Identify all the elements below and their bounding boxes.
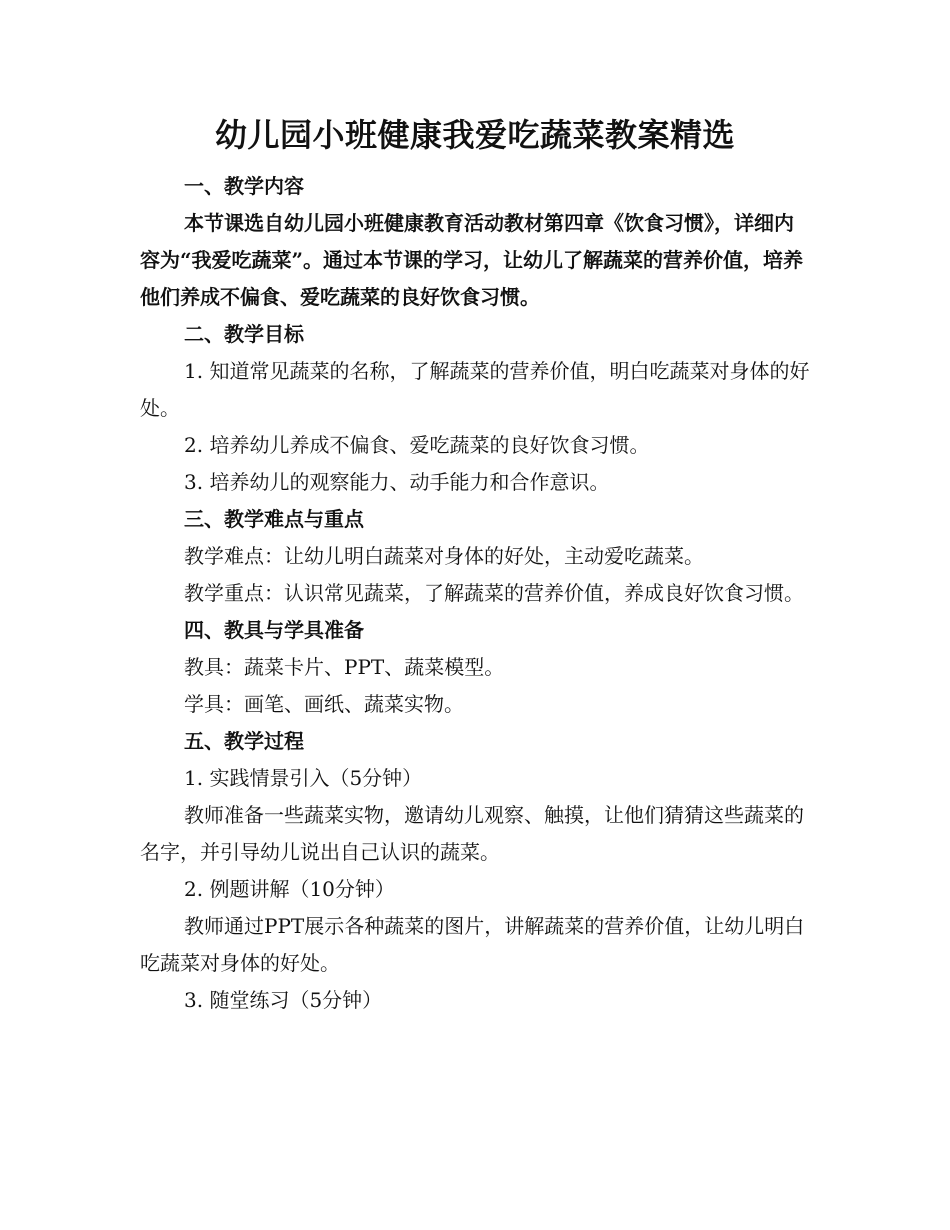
- process-step-2-text: 教师通过PPT展示各种蔬菜的图片，讲解蔬菜的营养价值，让幼儿明白吃蔬菜对身体的好处。: [140, 914, 805, 975]
- document-body: [140, 168, 812, 1019]
- section-heading-difficulty-focus: 三、教学难点与重点: [184, 507, 364, 531]
- teaching-focus-paragraph: 教学重点：认识常见蔬菜，了解蔬菜的营养价值，养成良好饮食习惯。: [184, 581, 804, 605]
- section-heading-teaching-process: 五、教学过程: [184, 729, 304, 753]
- student-materials-line: 学具：画笔、画纸、蔬菜实物。: [184, 692, 464, 716]
- section-heading-materials: 四、教具与学具准备: [184, 618, 364, 642]
- process-step-2-title: 2. 例题讲解（10分钟）: [184, 877, 395, 901]
- document-title: 幼儿园小班健康我爱吃蔬菜教案精选: [214, 116, 735, 154]
- process-step-1-text: 教师准备一些蔬菜实物，邀请幼儿观察、触摸，让他们猜猜这些蔬菜的名字，并引导幼儿说出自己认识的蔬菜。: [140, 803, 804, 864]
- teaching-content-paragraph: 本节课选自幼儿园小班健康教育活动教材第四章《饮食习惯》，详细内容为“我爱吃蔬菜”。通过本节课的学习，让幼儿了解蔬菜的营养价值，培养他们养成不偏食、爱吃蔬菜的良好饮食习惯。: [140, 211, 804, 309]
- teaching-goal-item-2: 2. 培养幼儿养成不偏食、爱吃蔬菜的良好饮食习惯。: [184, 433, 650, 457]
- teaching-difficulty-paragraph: 教学难点：让幼儿明白蔬菜对身体的好处，主动爱吃蔬菜。: [184, 544, 704, 568]
- teaching-goal-item-3: 3. 培养幼儿的观察能力、动手能力和合作意识。: [184, 470, 610, 494]
- process-step-1-title: 1. 实践情景引入（5分钟）: [184, 766, 423, 790]
- section-heading-teaching-goals: 二、教学目标: [184, 322, 304, 346]
- process-step-3-title: 3. 随堂练习（5分钟）: [184, 988, 383, 1012]
- section-heading-teaching-content: 一、教学内容: [184, 174, 304, 198]
- teacher-materials-line: 教具：蔬菜卡片、PPT、蔬菜模型。: [184, 655, 505, 679]
- teaching-goal-item-1: 1. 知道常见蔬菜的名称，了解蔬菜的营养价值，明白吃蔬菜对身体的好处。: [140, 359, 810, 420]
